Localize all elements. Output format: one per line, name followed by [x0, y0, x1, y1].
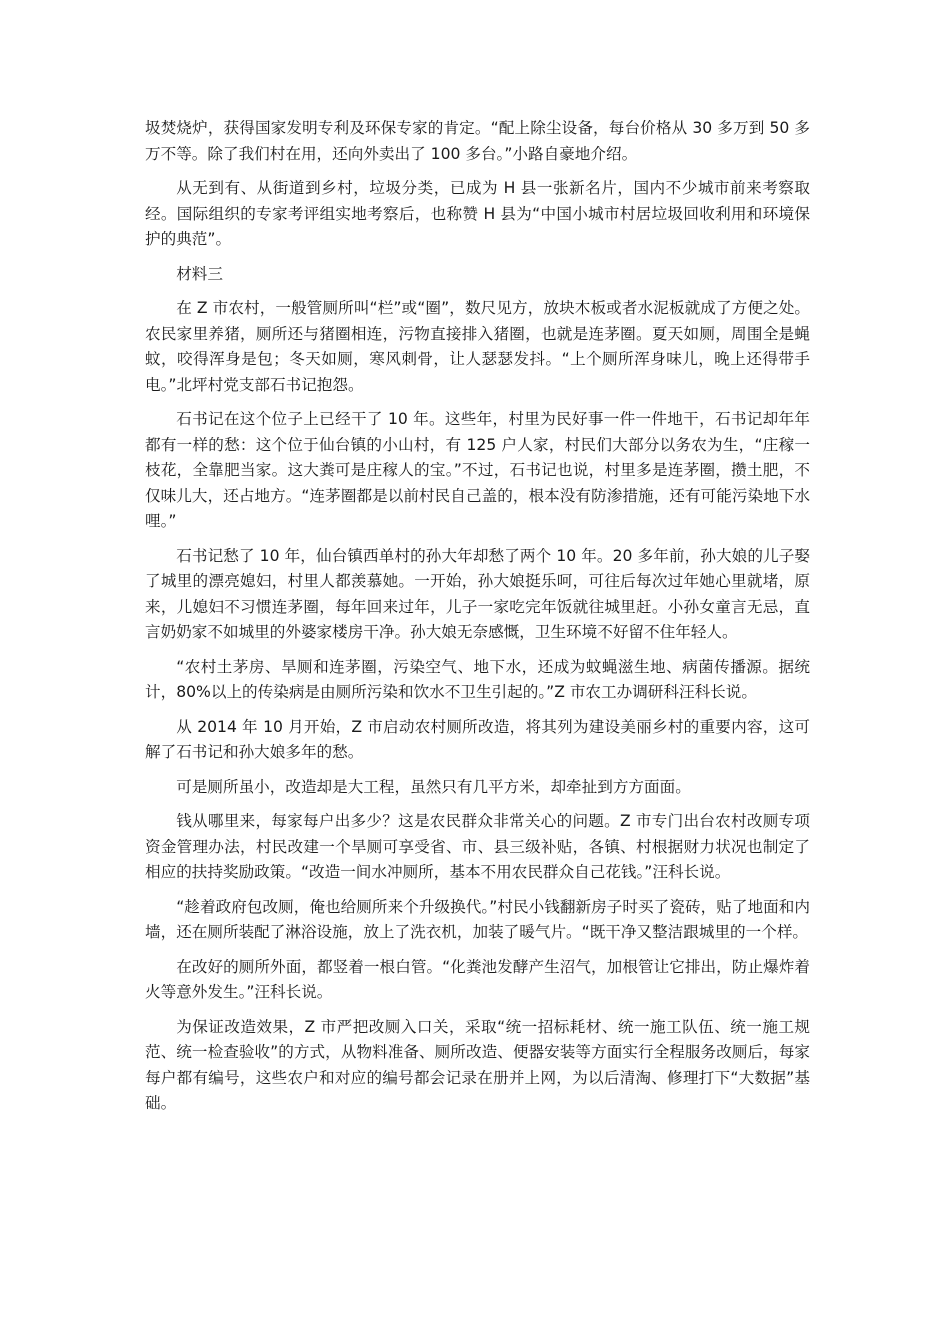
paragraph-5: 石书记愁了 10 年，仙台镇西单村的孙大年却愁了两个 10 年。20 多年前，孙大娘的儿子娶了城里的漂亮媳妇，村里人都羡慕她。一开始，孙大娘挺乐呵，可往后每次过年她心里就堵，原来，儿媳妇不习惯连茅圈，每年回来过年，儿子一家吃完年饭就往城里赶。小孙女童言无忌，直言奶奶家不如城里的外婆家楼房干净。孙大娘无奈感慨，卫生环境不好留不住年轻人。 — [145, 546, 810, 641]
paragraph-10: “趁着政府包改厕，俺也给厕所来个升级换代。”村民小钱翻新房子时买了瓷砖，贴了地面和内墙，还在厕所装配了淋浴设施，放上了洗衣机，加装了暖气片。“既干净又整洁跟城里的一个样。 — [145, 897, 810, 941]
document-page — [145, 116, 810, 1126]
paragraph-7: 从 2014 年 10 月开始，Z 市启动农村厕所改造，将其列为建设美丽乡村的重要内容，这可解了石书记和孙大娘多年的愁。 — [145, 717, 810, 761]
paragraph-1: 圾焚烧炉，获得国家发明专利及环保专家的肯定。“配上除尘设备，每台价格从 30 多万到 50 多万不等。除了我们村在用，还向外卖出了 100 多台。”小路自豪地介绍。 — [145, 119, 810, 163]
paragraph-2: 从无到有、从街道到乡村，垃圾分类，已成为 H 县一张新名片，国内不少城市前来考察取经。国际组织的专家考评组实地考察后，也称赞 H 县为“中国小城市村居垃圾回收利用和环境保护的典范”。 — [145, 179, 810, 248]
paragraph-11: 在改好的厕所外面，都竖着一根白管。“化粪池发酵产生沼气，加根管让它排出，防止爆炸着火等意外发生。”汪科长说。 — [145, 957, 810, 1001]
paragraph-3: 在 Z 市农村，一般管厕所叫“栏”或“圈”，数尺见方，放块木板或者水泥板就成了方便之处。农民家里养猪，厕所还与猪圈相连，污物直接排入猪圈，也就是连茅圈。夏天如厕，周围全是蝇蚊，咬得浑身是包；冬天如厕，寒风刺骨，让人瑟瑟发抖。“上个厕所浑身味儿，晚上还得带手电。”北坪村党支部石书记抱怨。 — [145, 299, 810, 394]
paragraph-9: 钱从哪里来，每家每户出多少？这是农民群众非常关心的问题。Z 市专门出台农村改厕专项资金管理办法，村民改建一个旱厕可享受省、市、县三级补贴，各镇、村根据财力状况也制定了相应的扶持奖励政策。“改造一间水冲厕所，基本不用农民群众自己花钱。”汪科长说。 — [145, 812, 810, 881]
section-heading-material-3: 材料三 — [176, 264, 223, 283]
paragraph-6: “农村土茅房、旱厕和连茅圈，污染空气、地下水，还成为蚊蝇滋生地、病菌传播源。据统计，80%以上的传染病是由厕所污染和饮水不卫生引起的。”Z 市农工办调研科汪科长说。 — [145, 657, 810, 701]
paragraph-8: 可是厕所虽小，改造却是大工程，虽然只有几平方米，却牵扯到方方面面。 — [176, 777, 691, 796]
paragraph-12: 为保证改造效果，Z 市严把改厕入口关，采取“统一招标耗材、统一施工队伍、统一施工规范、统一检查验收”的方式，从物料准备、厕所改造、便器安装等方面实行全程服务改厕后，每家每户都有编号，这些农户和对应的编号都会记录在册并上网，为以后清淘、修理打下“大数据”基础。 — [145, 1017, 810, 1112]
paragraph-4: 石书记在这个位子上已经干了 10 年。这些年，村里为民好事一件一件地干，石书记却年年都有一样的愁：这个位于仙台镇的小山村，有 125 户人家，村民们大部分以务农为生，“庄稼一枝花，全靠肥当家。这大粪可是庄稼人的宝。”不过，石书记也说，村里多是连茅圈，攒土肥，不仅味儿大，还占地方。“连茅圈都是以前村民自己盖的，根本没有防渗措施，还有可能污染地下水哩。” — [145, 410, 810, 530]
